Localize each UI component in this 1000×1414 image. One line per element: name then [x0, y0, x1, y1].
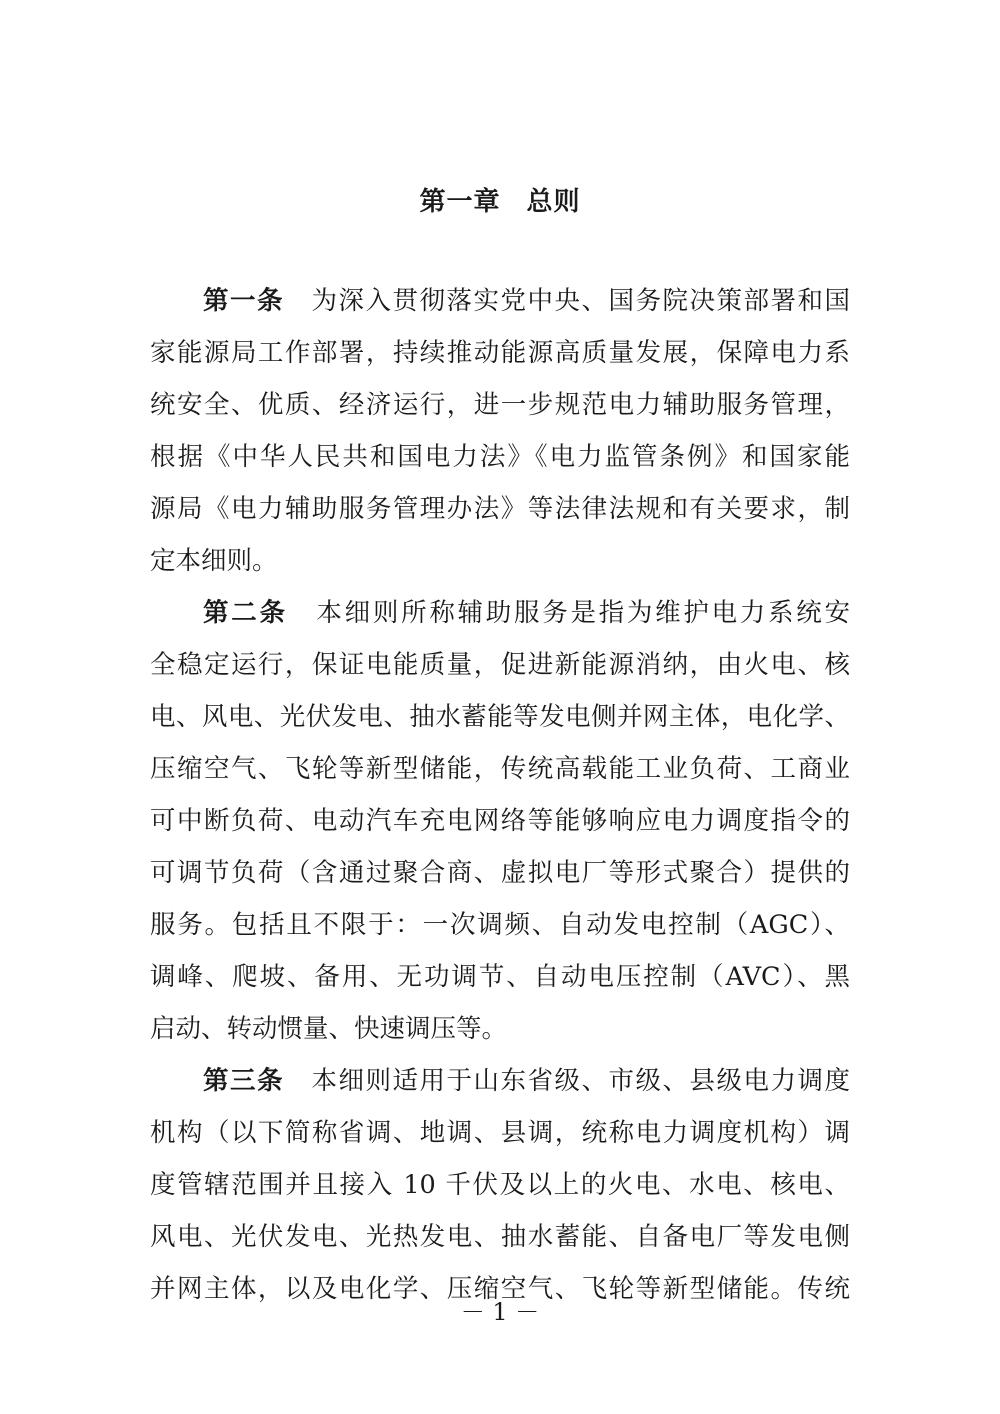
- article-1-line-5: 源局《电力辅助服务管理办法》等法律法规和有关要求，制: [150, 494, 850, 524]
- page-number: － 1 －: [460, 1298, 540, 1326]
- article-3-line-4: 风电、光伏发电、光热发电、抽水蓄能、自备电厂等发电侧: [150, 1222, 850, 1252]
- article-2-line-8: 调峰、爬坡、备用、无功调节、自动电压控制（AVC）、黑: [150, 962, 850, 992]
- article-3-line-3: 度管辖范围并且接入 10 千伏及以上的火电、水电、核电、: [150, 1170, 850, 1200]
- article-2-line-1: [203, 587, 850, 639]
- article-1-line-1: [203, 275, 850, 327]
- article-3-label: 第三条: [203, 1066, 284, 1096]
- article-2-line-3: 电、风电、光伏发电、抽水蓄能等发电侧并网主体，电化学、: [150, 702, 850, 732]
- article-2-label: 第二条: [203, 598, 288, 628]
- article-2-line-6: 可调节负荷（含通过聚合商、虚拟电厂等形式聚合）提供的: [150, 858, 850, 888]
- article-1-line-4: 根据《中华人民共和国电力法》《电力监管条例》和国家能: [150, 442, 850, 472]
- article-2-text: 本细则所称辅助服务是指为维护电力系统安: [313, 598, 850, 628]
- article-3-line-2: 机构（以下简称省调、地调、县调，统称电力调度机构）调: [150, 1118, 850, 1148]
- article-1-text: 为深入贯彻落实党中央、国务院决策部署和国: [310, 286, 850, 316]
- article-2-line-4: 压缩空气、飞轮等新型储能，传统高载能工业负荷、工商业: [150, 754, 850, 784]
- article-2-line-9: 启动、转动惯量、快速调压等。: [150, 1014, 508, 1044]
- article-1-line-3: 统安全、优质、经济运行，进一步规范电力辅助服务管理，: [150, 390, 850, 420]
- chapter-title: 总则: [526, 187, 581, 217]
- chapter-label: 第一章: [419, 187, 501, 217]
- article-1-line-2: 家能源局工作部署，持续推动能源高质量发展，保障电力系: [150, 338, 850, 368]
- article-3-line-1: [203, 1055, 850, 1107]
- article-3-line-5: 并网主体，以及电化学、压缩空气、飞轮等新型储能。传统: [150, 1274, 850, 1304]
- article-2-line-5: 可中断负荷、电动汽车充电网络等能够响应电力调度指令的: [150, 806, 850, 836]
- article-2-line-2: 全稳定运行，保证电能质量，促进新能源消纳，由火电、核: [150, 650, 850, 680]
- article-2-line-7: 服务。包括且不限于：一次调频、自动发电控制（AGC）、: [150, 910, 850, 940]
- article-3-text: 本细则适用于山东省级、市级、县级电力调度: [310, 1066, 850, 1096]
- article-1-line-6: 定本细则。: [150, 546, 278, 576]
- article-1-label: 第一条: [203, 286, 284, 316]
- chapter-heading: [0, 180, 1000, 224]
